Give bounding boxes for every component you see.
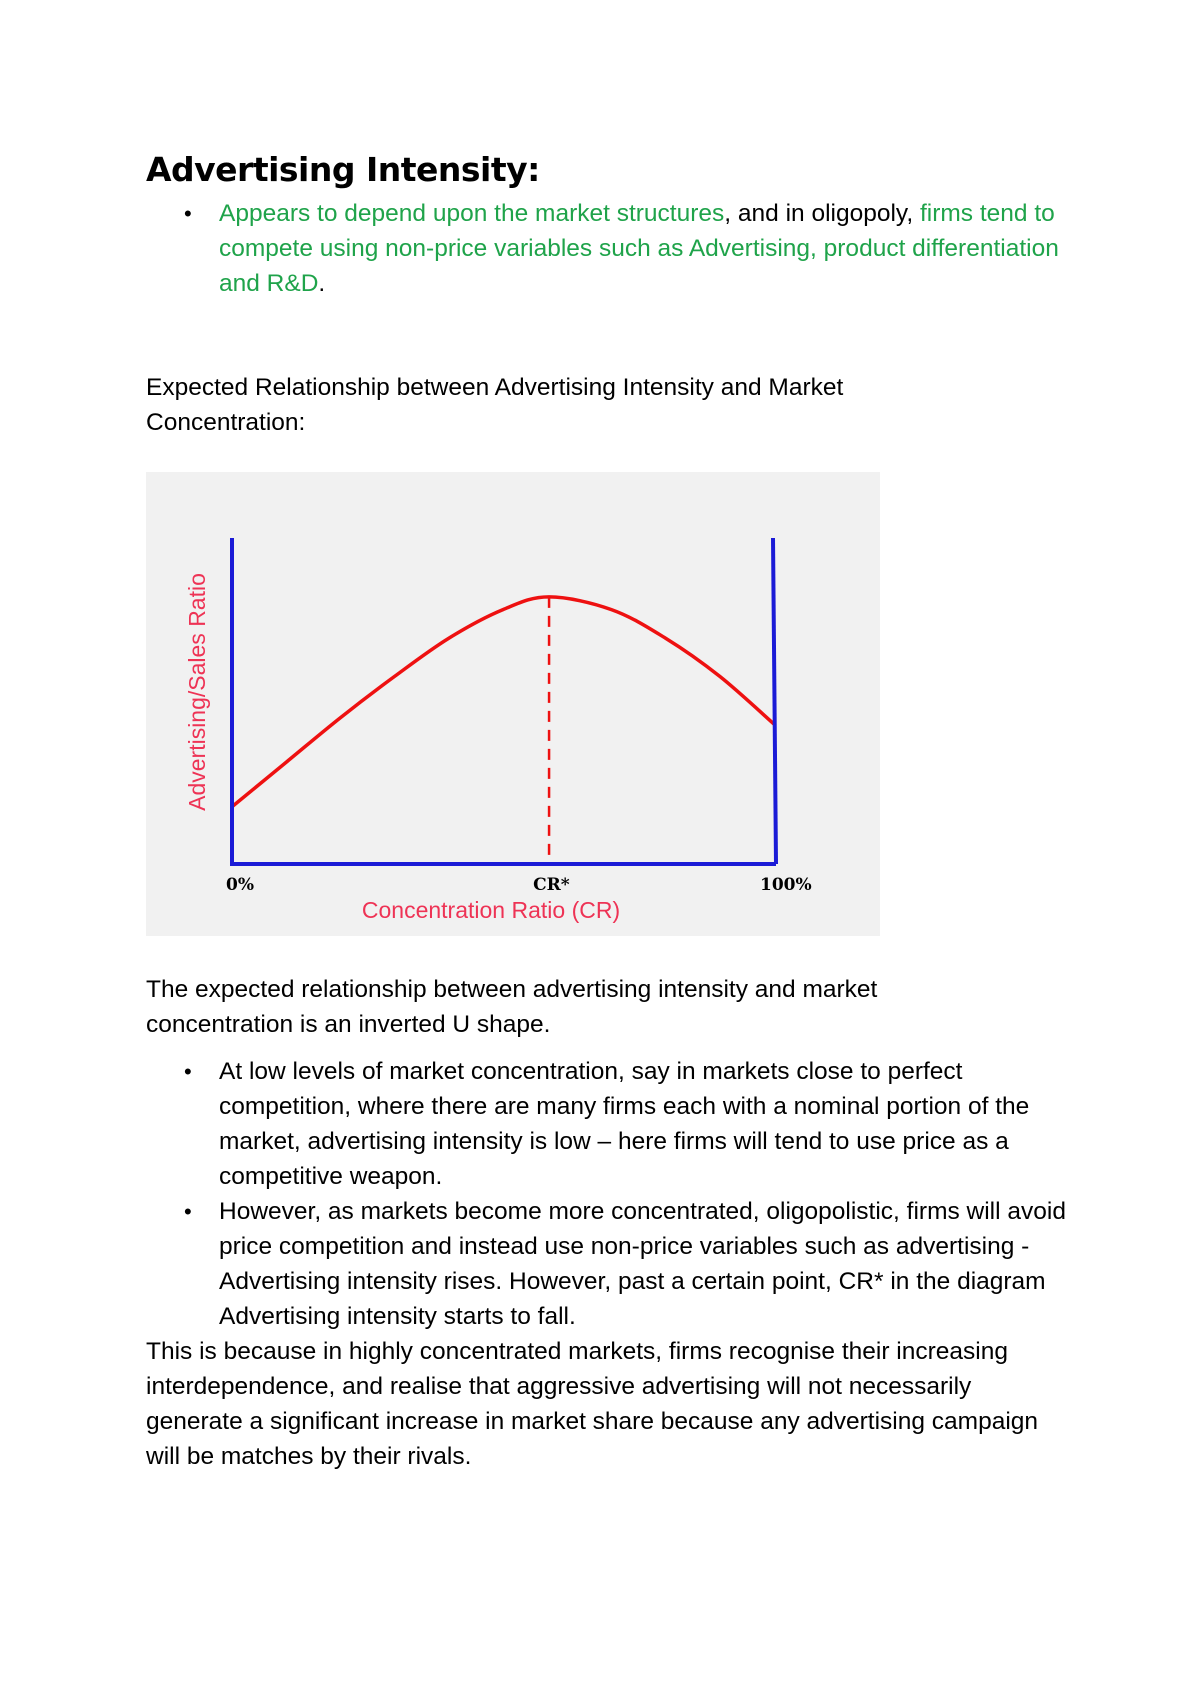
chart-intro-text: Expected Relationship between Advertising Intensity and Market Concentration:	[146, 374, 844, 436]
bullet-icon: •	[184, 1199, 192, 1224]
bullet-icon: •	[184, 1059, 192, 1084]
paragraph-inverted-u: The expected relationship between advertising intensity and market concentration is an inverted U shape.	[146, 976, 878, 1038]
chart-panel	[146, 472, 880, 936]
x-axis-title: Concentration Ratio (CR)	[361, 897, 621, 923]
x-tick-label: 0%	[226, 875, 254, 895]
data-curve-line	[232, 597, 774, 807]
bullet-text-high-concentration: However, as markets become more concentrated, oligopolistic, firms will avoid price competition and instead use non-price variables such as advertising - Advertising intensity rises. However, past a certain point, CR* in the diagram Advertising intensity starts to fall.	[219, 1198, 1066, 1330]
list-item	[146, 1054, 1066, 1194]
intro-green-text-1: Appears to depend upon the market structures	[219, 200, 725, 227]
intro-bullet-list	[146, 196, 1066, 301]
x-tick-label: CR*	[533, 875, 570, 895]
explanation-bullet-list	[146, 1054, 1066, 1334]
y-axis-title: Advertising/Sales Ratio	[184, 573, 210, 811]
intro-green-text-2: firms tend to compete using non-price variables such as Advertising, product differentiation and R&D	[219, 200, 1059, 297]
page-title: Advertising Intensity:	[146, 150, 540, 189]
intro-black-text-1: , and in oligopoly,	[724, 200, 920, 227]
bullet-text-low-concentration: At low levels of market concentration, say in markets close to perfect competition, where there are many firms each with a nominal portion of the market, advertising intensity is low – here firms will tend to use price as a competitive weapon.	[219, 1058, 1030, 1190]
paragraph-interdependence: This is because in highly concentrated markets, firms recognise their increasing interdependence, and realise that aggressive advertising will not necessarily generate a significant increase in market share because any advertising campaign will be matches by their rivals.	[146, 1338, 1039, 1470]
right-boundary-line	[773, 538, 776, 864]
chart-svg	[146, 472, 880, 936]
x-tick-label: 100%	[760, 875, 812, 895]
list-item	[146, 1194, 1066, 1334]
list-item	[146, 196, 1066, 301]
bullet-icon: •	[184, 201, 192, 226]
intro-black-text-2: .	[318, 270, 326, 297]
